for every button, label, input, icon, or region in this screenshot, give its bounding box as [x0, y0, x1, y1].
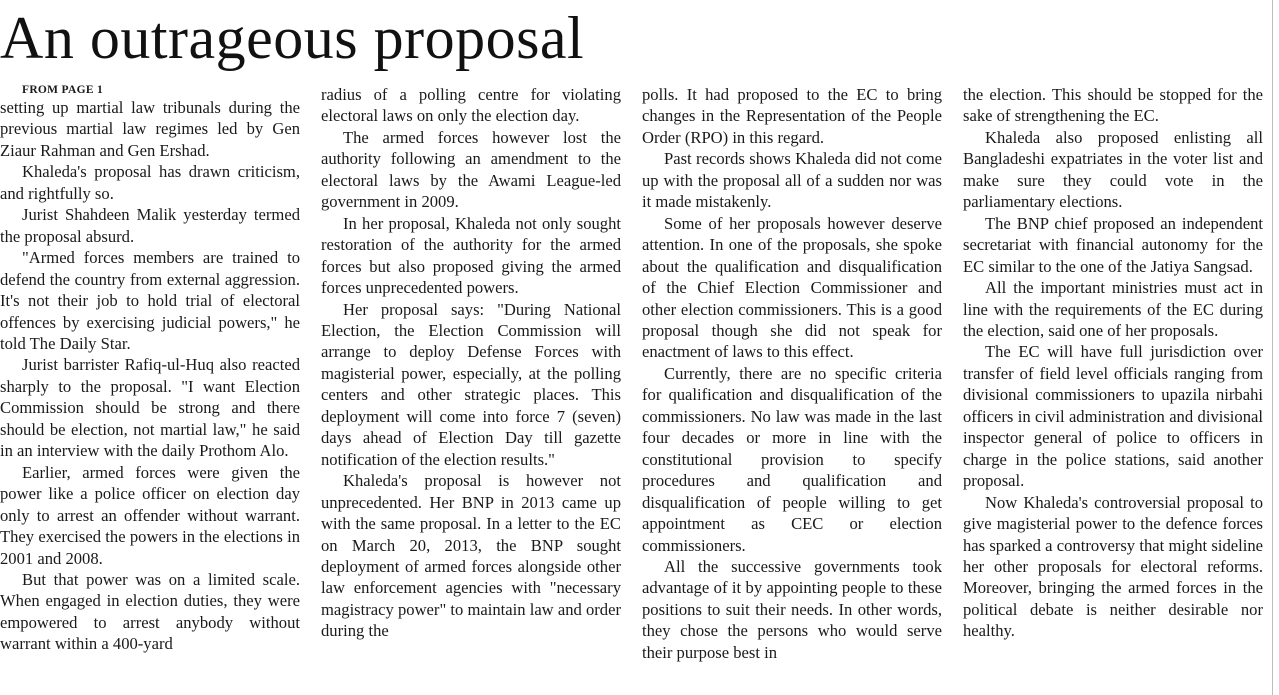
paragraph: The BNP chief proposed an independent secretariat with financial autonomy for the EC similar to the one of the Jatiya Sangsad. [963, 213, 1263, 276]
headline: An outrageous proposal [0, 5, 585, 71]
article-column-2 [321, 84, 621, 689]
kicker-from-page-1: FROM PAGE 1 [22, 84, 104, 96]
paragraph: Past records shows Khaleda did not come up with the proposal all of a sudden nor was it made mistakenly. [642, 149, 942, 212]
article-column-3 [642, 84, 942, 689]
paragraph: All the important ministries must act in line with the requirements of the EC during the election, said one of her proposals. [963, 278, 1263, 340]
paragraph: Jurist Shahdeen Malik yesterday termed the proposal absurd. [0, 205, 300, 246]
paragraph: Now Khaleda's controversial proposal to give magisterial power to the defence forces has sparked a controversy that might sideline her other proposals for electoral reforms. Moreover, bringing the armed forces in the political debate is neither desirable nor healthy. [963, 492, 1263, 641]
paragraph: Earlier, armed forces were given the power like a police officer on election day only to arrest an offender without warrant. They exercised the powers in the elections in 2001 and 2008. [0, 462, 300, 568]
paragraph: All the successive governments took advantage of it by appointing people to these positions to suit their needs. In other words, they chose the persons who would serve their purpose best in [642, 556, 942, 662]
paragraph: Khaleda's proposal has drawn criticism, and rightfully so. [0, 162, 300, 203]
paragraph: "Armed forces members are trained to defend the country from external aggression. It's not their job to hold trial of electoral offences by exercising judicial powers," he told The Daily Star. [0, 248, 300, 353]
paragraph: Her proposal says: "During National Election, the Election Commission will arrange to deploy Defense Forces with magisterial power, especially, at the polling centers and other strategic places. This deployment will come into force 7 (seven) days ahead of Election Day till gazette notification of the election results." [321, 299, 621, 469]
paragraph: Currently, there are no specific criteria for qualification and disqualification of the commissioners. No law was made in the last four decades or more in line with the constitutional provision to specify procedures and qualification and disqualification of people willing to get appointment as CEC or election commissioners. [642, 363, 942, 555]
paragraph: the election. This should be stopped for the sake of strengthening the EC. [963, 85, 1263, 126]
right-edge-rule [1272, 0, 1273, 695]
paragraph: The armed forces however lost the authority following an amendment to the electoral laws by the Awami League-led government in 2009. [321, 127, 621, 212]
paragraph: Khaleda also proposed enlisting all Bangladeshi expatriates in the voter list and make sure they could vote in the parliamentary elections. [963, 127, 1263, 212]
article-column-4 [963, 84, 1263, 689]
paragraph: In her proposal, Khaleda not only sought restoration of the authority for the armed forces but also proposed giving the armed forces unprecedented powers. [321, 213, 621, 298]
paragraph: setting up martial law tribunals during the previous martial law regimes led by Gen Ziaur Rahman and Gen Ershad. [0, 98, 300, 160]
article-column-1 [0, 84, 300, 689]
paragraph: Khaleda's proposal is however not unprecedented. Her BNP in 2013 came up with the same proposal. In a letter to the EC on March 20, 2013, the BNP sought deployment of armed forces alongside other law enforcement agencies with "necessary magistracy power" to maintain law and order during the [321, 471, 621, 641]
paragraph: radius of a polling centre for violating electoral laws on only the election day. [321, 85, 621, 126]
paragraph: Jurist barrister Rafiq-ul-Huq also reacted sharply to the proposal. "I want Election Commission should be strong and there should be election, not martial law," he said in an interview with the daily Prothom Alo. [0, 355, 300, 461]
paragraph: polls. It had proposed to the EC to bring changes in the Representation of the People Order (RPO) in this regard. [642, 85, 942, 147]
paragraph: The EC will have full jurisdiction over transfer of field level officials ranging from divisional commissioners to upazila nirbahi officers in civil administration and divisional inspector general of police to officers in charge in the police stations, said another proposal. [963, 342, 1263, 491]
paragraph: But that power was on a limited scale. When engaged in election duties, they were empowered to arrest anybody without warrant within a 400-yard [0, 569, 300, 654]
paragraph: Some of her proposals however deserve attention. In one of the proposals, she spoke about the qualification and disqualification of the Chief Election Commissioner and other election commissioners. This is a good proposal though she did not speak for enactment of laws to this effect. [642, 213, 942, 362]
